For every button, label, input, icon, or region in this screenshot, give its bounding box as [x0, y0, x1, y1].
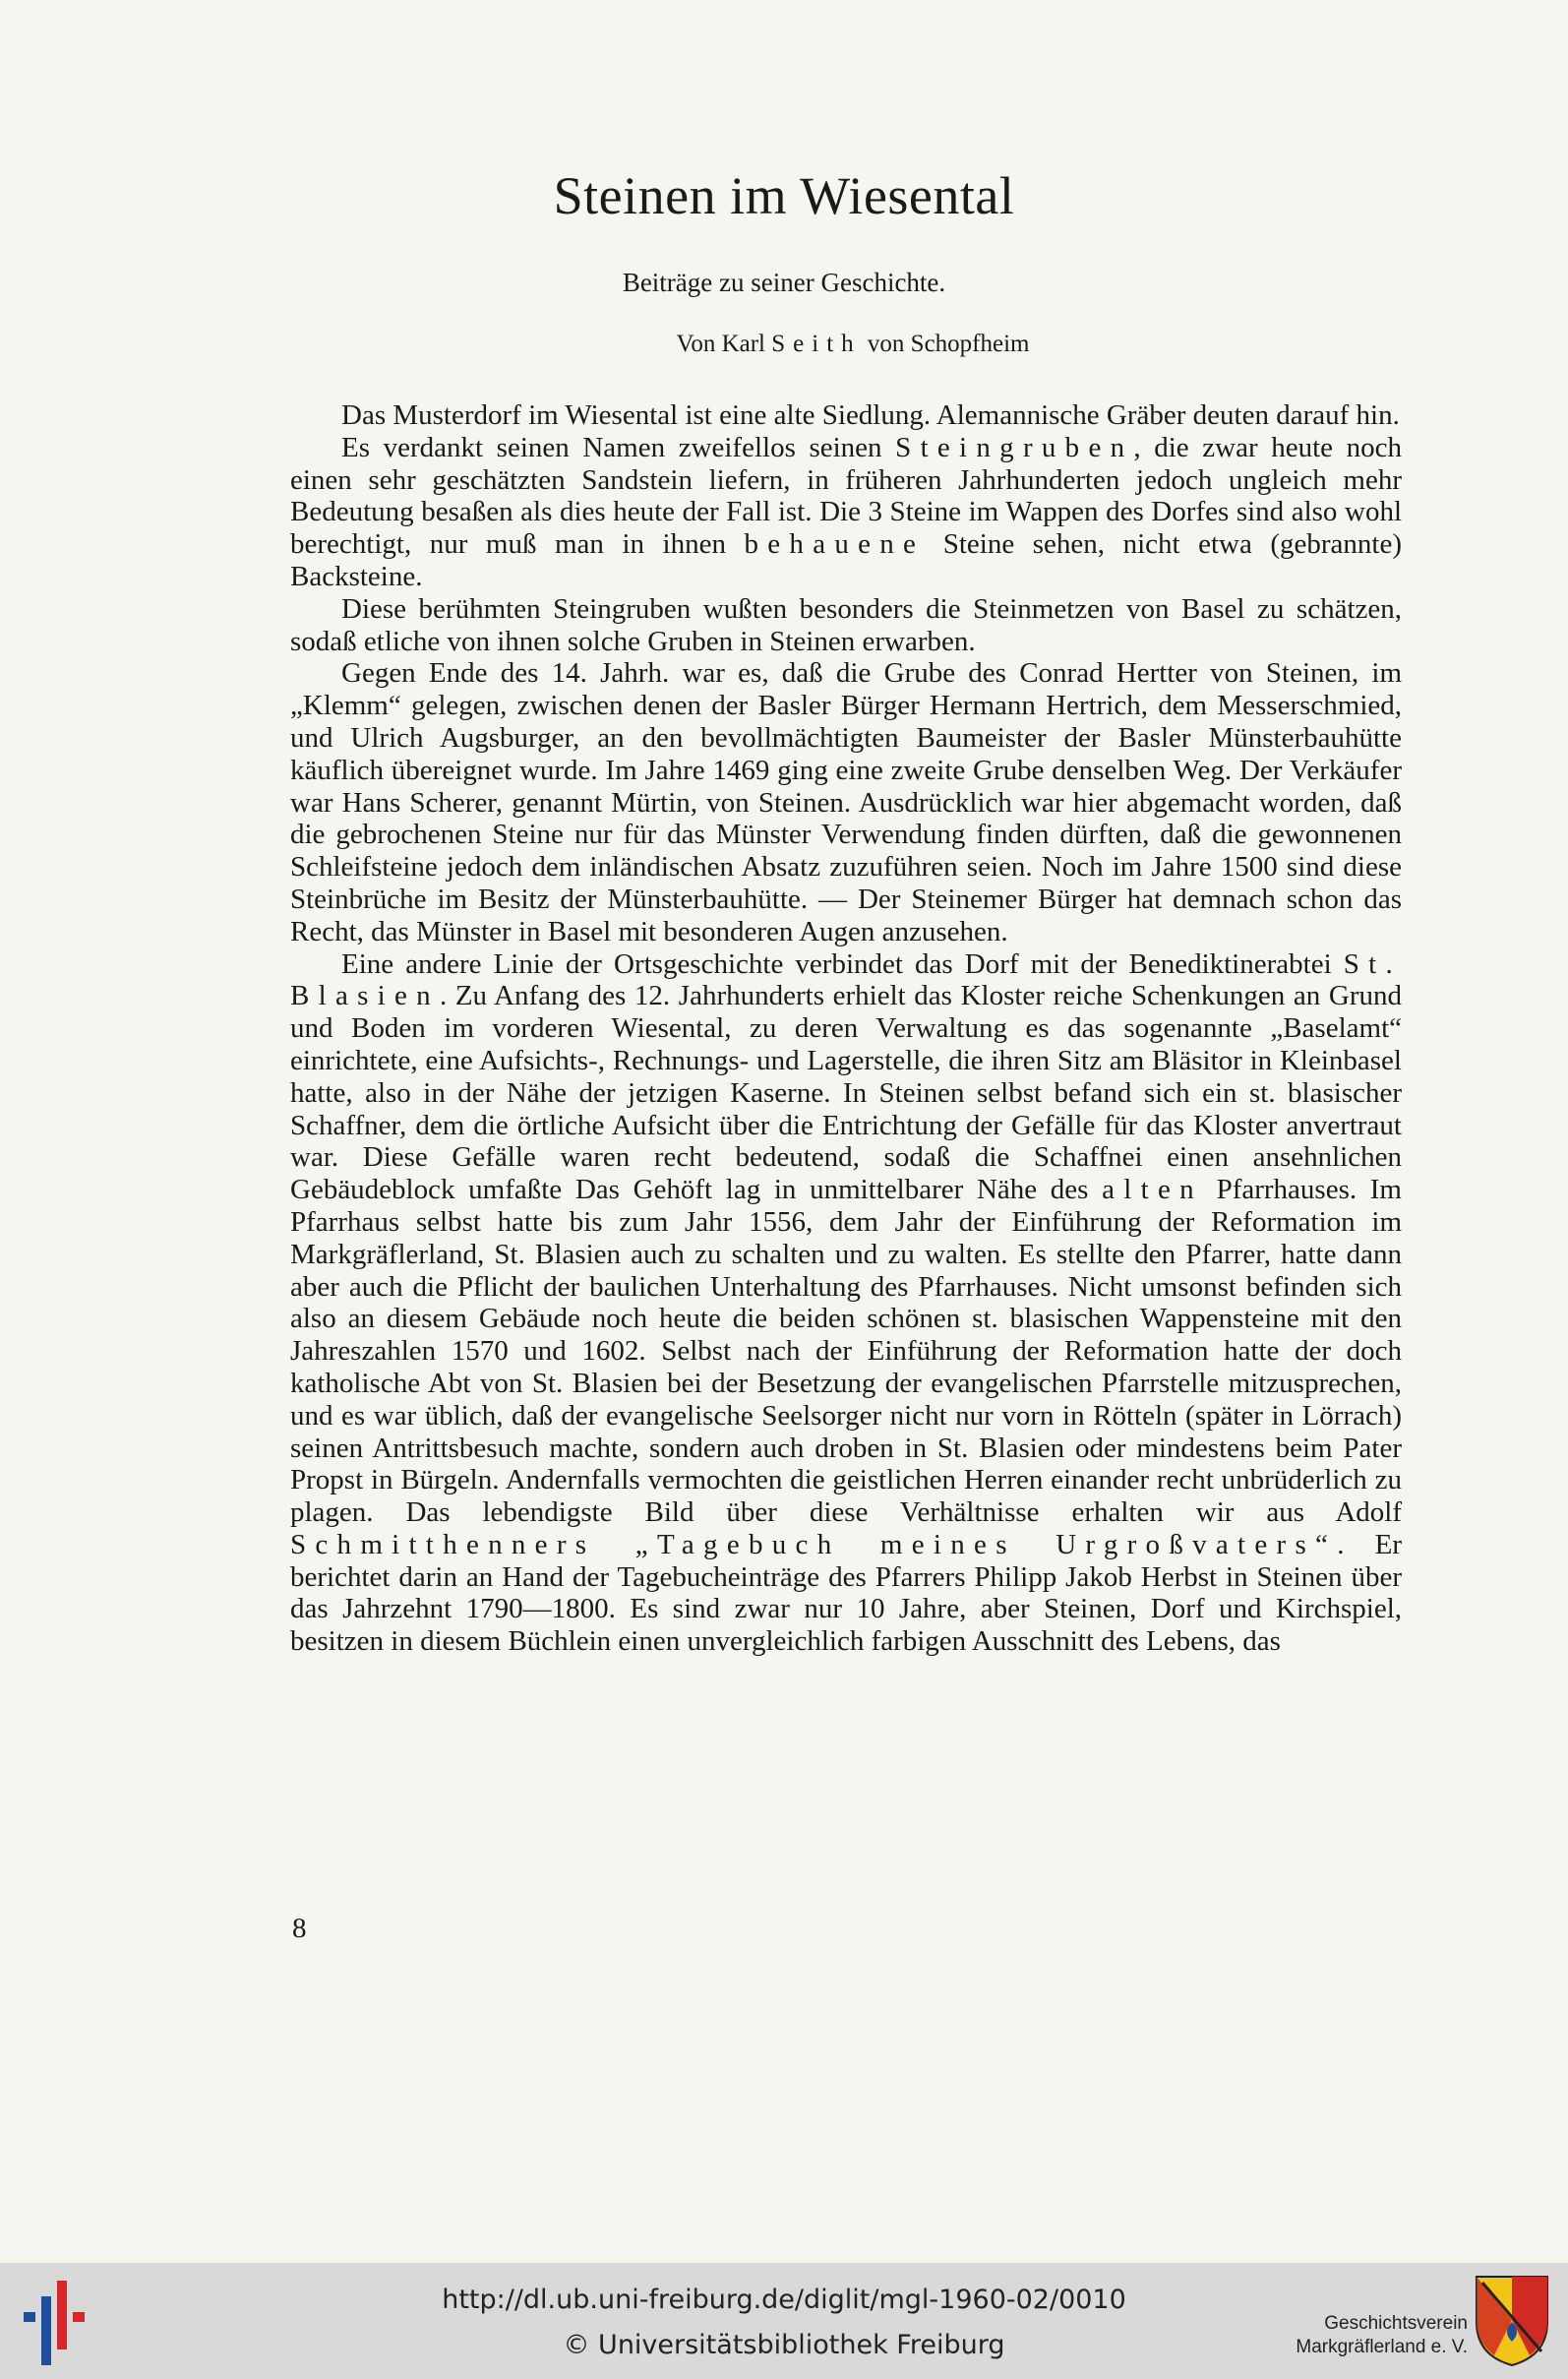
spaced-emphasis: Schmitthenners „Tagebuch meines Urgroßvaters“ — [290, 1528, 1338, 1560]
text-run: Eine andere Linie der Ortsgeschichte verbindet das Dorf mit der Benediktinerabtei — [341, 947, 1344, 980]
article-body — [290, 399, 1402, 1658]
paragraph-5 — [290, 948, 1402, 1659]
footer-bar — [0, 2263, 1568, 2379]
source-url-link[interactable]: http://dl.ub.uni-freiburg.de/diglit/mgl-1960-02/0010 — [442, 2285, 1126, 2315]
byline-suffix: von Schopfheim — [861, 331, 1030, 357]
spaced-emphasis: behauene — [744, 528, 926, 561]
society-line-2: Markgräflerland e. V. — [1296, 2337, 1468, 2357]
author-name: Seith — [771, 331, 862, 357]
page-number: 8 — [292, 1913, 307, 1944]
society-name — [1261, 2312, 1468, 2359]
text-run: . Er berichtet darin an Hand der Tagebucheinträge des Pfarrers Philipp Jakob Herbst in Steinen über das Jahrzehnt 1790—1800. Es sind zwar nur 10 Jahre, aber Steinen, Dorf und Kirchspiel, besitzen in diesem Büchlein einen unvergleichlich farbigen Ausschnitt des Lebens, das — [290, 1528, 1402, 1658]
spaced-emphasis: Steingruben — [895, 431, 1134, 463]
coat-of-arms-icon — [1473, 2273, 1551, 2367]
text-run: Pfarrhauses. Im Pfarrhaus selbst hatte bis zum Jahr 1556, dem Jahr der Einführung der Reformation im Markgräflerland, St. Blasien auch zu schalten und zu walten. Es stellte den Pfarrer, hatte dann aber auch die Pflicht der baulichen Unterhaltung des Pfarrhauses. Nicht umsonst befinden sich also an diesem Gebäude noch heute die beiden schönen st. blasischen Wappensteine mit den Jahreszahlen 1570 und 1602. Selbst nach der Einführung der Reformation hatte der doch katholische Abt von St. Blasien bei der Besetzung der evangelischen Pfarrstelle mitzusprechen, und es war üblich, daß der evangelische Seelsorger nicht nur vorn in Rötteln (später in Lörrach) seinen Antrittsbesuch machte, sondern auch droben in St. Blasien oder mindestens beim Pater Propst in Bürgeln. Andernfalls vermochten die geistlichen Herren einander recht unbrüderlich zu plagen. Das lebendigste Bild über diese Verhältnisse erhalten wir aus Adolf — [290, 1174, 1402, 1529]
paragraph-4: Gegen Ende des 14. Jahrh. war es, daß die Grube des Conrad Hertter von Steinen, im „Klemm“ gelegen, zwischen denen der Basler Bürger Hermann Hertrich, dem Messerschmied, und Ulrich Augsburger, an den bevollmächtigten Baumeister der Basler Münsterbauhütte käuflich übereignet wurde. Im Jahre 1469 ging eine zweite Grube denselben Weg. Der Verkäufer war Hans Scherer, genannt Mürtin, von Steinen. Ausdrücklich war hier abgemacht worden, daß die gebrochenen Steine nur für das Münster Verwendung finden dürften, daß die gewonnenen Schleifsteine jedoch dem inländischen Absatz zuzuführen seien. Noch im Jahre 1500 sind diese Steinbrüche im Besitz der Münsterbauhütte. — Der Steinemer Bürger hat demnach schon das Recht, das Münster in Basel mit besonderen Augen anzusehen. — [290, 657, 1402, 947]
spaced-emphasis: alten — [1102, 1174, 1203, 1206]
spaced-emphasis: St. Blasien — [290, 947, 1402, 1012]
paragraph-3: Diese berühmten Steingruben wußten besonders die Steinmetzen von Basel zu schätzen, sodaß etliche von ihnen solche Gruben in Steinen erwarben. — [290, 592, 1402, 657]
article-subtitle: Beiträge zu seiner Geschichte. — [622, 268, 946, 297]
society-line-1: Geschichtsverein — [1324, 2313, 1468, 2334]
paragraph-1: Das Musterdorf im Wiesental ist eine alte Siedlung. Alemannische Gräber deuten darauf hin. — [341, 399, 1400, 431]
text-run: , die zwar heute noch einen sehr geschätzten Sandstein liefern, in früheren Jahrhunderten jedoch ungleich mehr Bedeutung besaßen als dies heute der Fall ist. Die 3 Steine im Wappen des Dorfes sind also wohl berechtigt, nur muß man in ihnen — [290, 431, 1402, 561]
text-run: . Zu Anfang des 12. Jahrhunderts erhielt das Kloster reiche Schenkungen an Grund und Boden im vorderen Wiesental, zu deren Verwaltung es das sogenannte „Baselamt“ einrichtete, eine Aufsichts-, Rechnungs- und Lagerstelle, die ihren Sitz am Bläsitor in Kleinbasel hatte, also in der Nähe der jetzigen Kaserne. In Steinen selbst befand sich ein st. blasischer Schaffner, dem die örtliche Aufsicht über die Entrichtung der Gefälle für das Kloster anvertraut war. Diese Gefälle waren recht bedeutend, sodaß die Schaffnei einen ansehnlichen Gebäudeblock umfaßte Das Gehöft lag in unmittelbarer Nähe des — [290, 980, 1402, 1206]
text-run: Steine sehen, nicht etwa (gebrannte) Backsteine. — [290, 528, 1402, 592]
byline-prefix: Von Karl — [676, 331, 772, 357]
article-title: Steinen im Wiesental — [553, 166, 1015, 225]
copyright-notice: © Universitätsbibliothek Freiburg — [563, 2330, 1005, 2360]
paragraph-2 — [290, 432, 1402, 593]
article-byline — [0, 331, 1568, 358]
text-run: Es verdankt seinen Namen zweifellos seinen — [341, 431, 896, 463]
